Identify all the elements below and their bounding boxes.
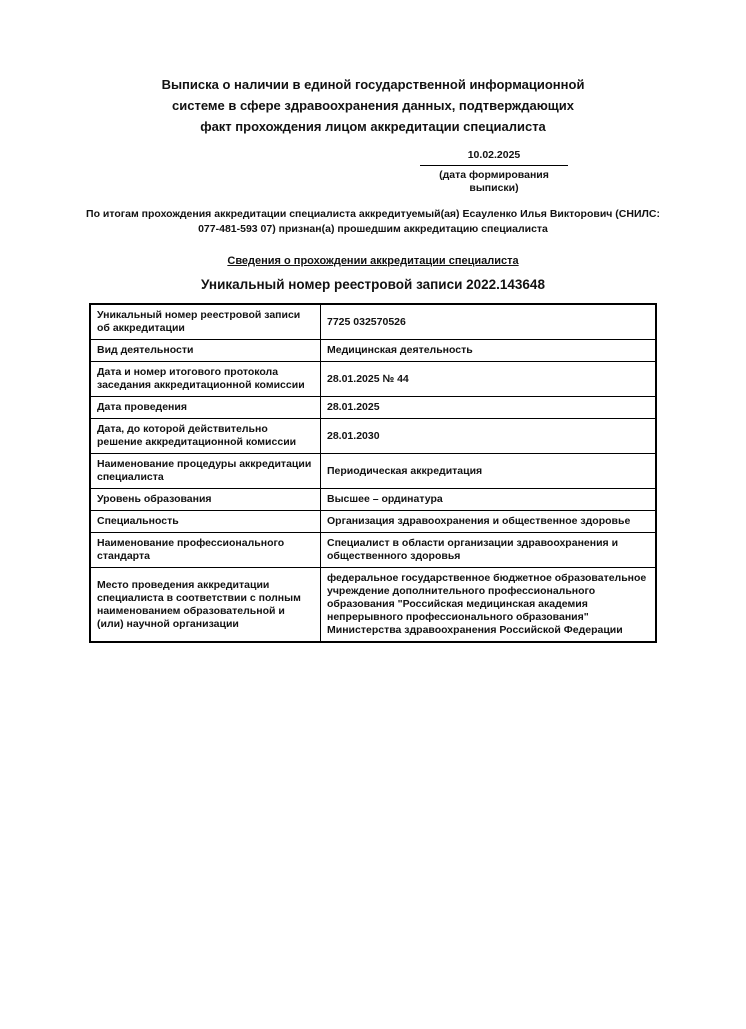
row-value: 28.01.2025 (321, 397, 657, 419)
row-label: Наименование процедуры аккредитации специалиста (90, 454, 321, 489)
row-label: Дата и номер итогового протокола заседания аккредитационной комиссии (90, 362, 321, 397)
row-label: Уровень образования (90, 489, 321, 511)
row-value: 28.01.2030 (321, 419, 657, 454)
row-label: Дата, до которой действительно решение аккредитационной комиссии (90, 419, 321, 454)
row-value: Организация здравоохранения и общественное здоровье (321, 511, 657, 533)
table-row (90, 489, 656, 511)
row-value: 28.01.2025 № 44 (321, 362, 657, 397)
row-label: Специальность (90, 511, 321, 533)
row-label: Дата проведения (90, 397, 321, 419)
row-label: Уникальный номер реестровой записи об аккредитации (90, 304, 321, 340)
row-value: Периодическая аккредитация (321, 454, 657, 489)
extract-date-caption: (дата формирования выписки) (420, 165, 568, 195)
table-row (90, 511, 656, 533)
accreditation-table (89, 303, 657, 643)
extract-date-block (420, 149, 568, 195)
row-value: Специалист в области организации здравоохранения и общественного здоровья (321, 533, 657, 568)
row-label: Место проведения аккредитации специалиста в соответствии с полным наименованием образовательной и (или) научной организации (90, 568, 321, 643)
row-value: 7725 032570526 (321, 304, 657, 340)
intro-paragraph: По итогам прохождения аккредитации специалиста аккредитуемый(ая) Есауленко Илья Викторович (СНИЛС: 077-481-593 07) признан(а) прошедшим аккредитацию специалиста (86, 208, 660, 235)
extract-date: 10.02.2025 (467, 149, 521, 161)
row-value: федеральное государственное бюджетное образовательное учреждение дополнительного профессионального образования "Российская медицинская академия непрерывного профессионального образования" Министерства здравоохранения Российской Федерации (321, 568, 657, 643)
row-label: Наименование профессионального стандарта (90, 533, 321, 568)
row-label: Вид деятельности (90, 340, 321, 362)
table-row (90, 533, 656, 568)
document-title: Выписка о наличии в единой государственной информационной системе в сфере здравоохранения данных, подтверждающих факт прохождения лицом аккредитации специалиста (161, 77, 585, 134)
table-row (90, 568, 656, 643)
row-value: Высшее – ординатура (321, 489, 657, 511)
table-row (90, 454, 656, 489)
table-row (90, 397, 656, 419)
table-row (90, 304, 656, 340)
table-row (90, 362, 656, 397)
table-row (90, 340, 656, 362)
table-row (90, 419, 656, 454)
record-number-heading: Уникальный номер реестровой записи 2022.143648 (201, 277, 545, 292)
section-heading: Сведения о прохождении аккредитации специалиста (227, 255, 519, 267)
row-value: Медицинская деятельность (321, 340, 657, 362)
